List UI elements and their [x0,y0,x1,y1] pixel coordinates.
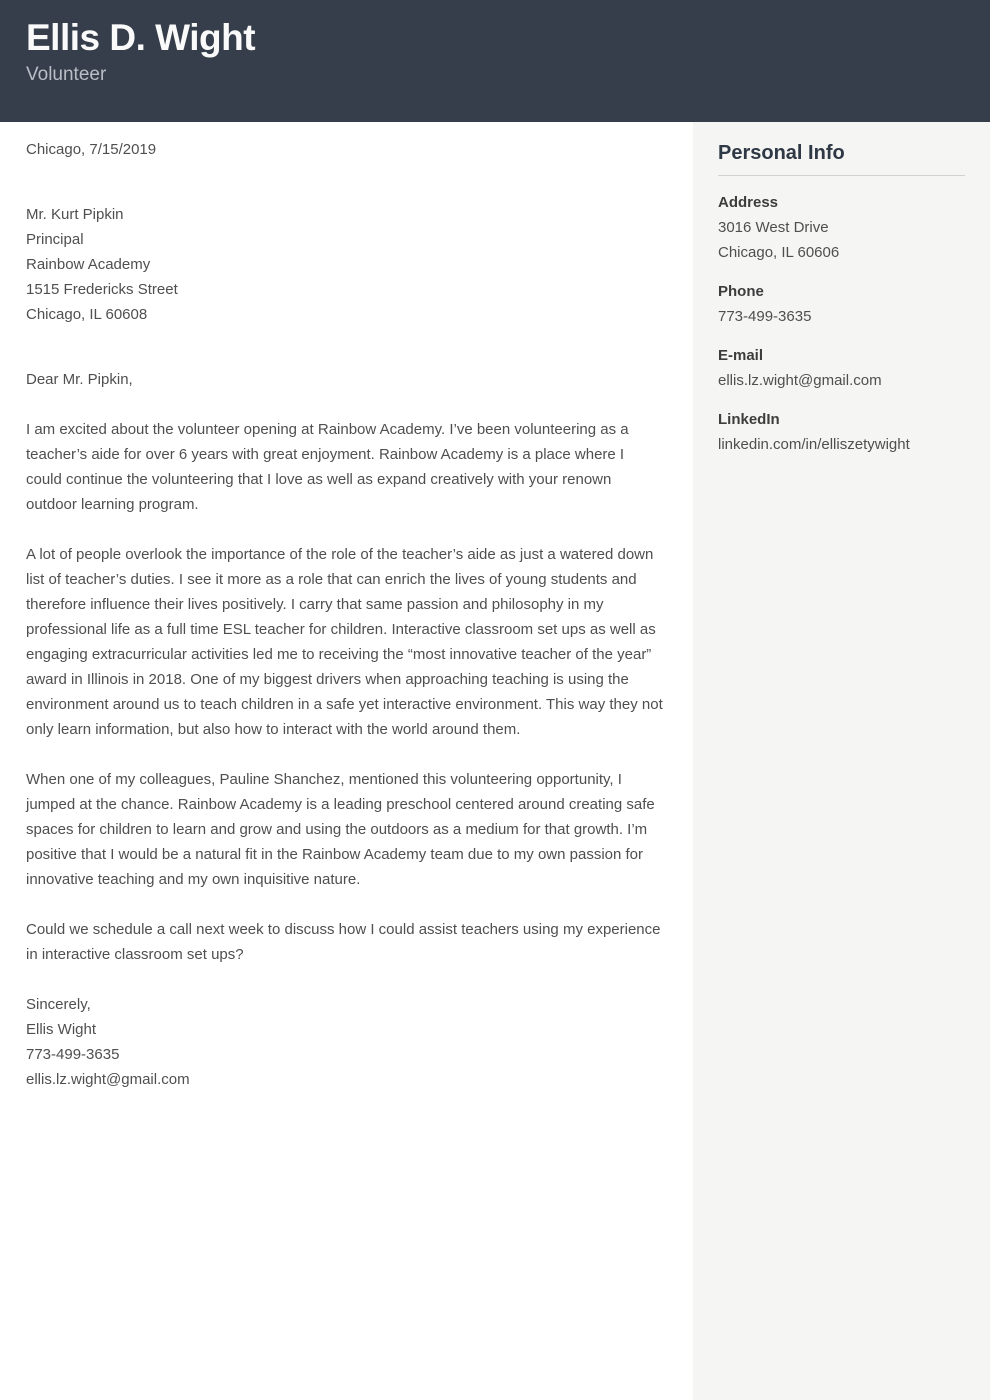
linkedin-label: LinkedIn [718,411,780,428]
section-linkedin [718,407,965,457]
letter-paragraph: When one of my colleagues, Pauline Shanchez, mentioned this volunteering opportunity, I jumped at the chance. Rainbow Academy is a leading preschool centered around creating safe spaces for children to learn and grow and using the outdoors as a medium for that growth. I’m positive that I would be a natural fit in the Rainbow Academy team due to my own passion for innovative teaching and my own inquisitive nature. [26,771,655,888]
content-area [0,122,990,1400]
closing-line: ellis.lz.wight@gmail.com [26,1071,190,1088]
section-address [718,190,965,265]
email-value: ellis.lz.wight@gmail.com [718,372,882,389]
letter-paragraph: I am excited about the volunteer opening at Rainbow Academy. I’ve been volunteering as a teacher’s aide for over 6 years with great enjoyment. Rainbow Academy is a place where I could continue the volunteering that I love as well as expand creatively with your renown outdoor learning program. [26,421,629,513]
candidate-name: Ellis D. Wight [26,17,256,58]
candidate-title: Volunteer [26,64,107,85]
letter-paragraph: A lot of people overlook the importance of the role of the teacher’s aide as just a watered down list of teacher’s duties. I see it more as a role that can enrich the lives of young students and therefore influence their lives positively. I carry that same passion and philosophy in my professional life as a full time ESL teacher for children. Interactive classroom set ups as well as engaging extracurricular activities led me to receiving the “most innovative teacher of the year” award in Illinois in 2018. One of my biggest drivers when approaching teaching is using the environment around us to teach children in a safe yet interactive environment. This way they not only learn information, but also how to interact with the world around them. [26,546,663,738]
recipient-line: Principal [26,231,84,248]
document-header [0,0,990,122]
closing-line: Sincerely, [26,996,91,1013]
closing-line: 773-499-3635 [26,1046,120,1063]
section-phone [718,279,965,329]
linkedin-value: linkedin.com/in/elliszetywight [718,436,910,453]
letter-date: Chicago, 7/15/2019 [26,141,157,158]
email-label: E-mail [718,347,764,364]
closing-block [26,992,663,1092]
address-label: Address [718,194,779,211]
recipient-line: Chicago, IL 60608 [26,306,148,323]
closing-line: Ellis Wight [26,1021,97,1038]
recipient-line: Mr. Kurt Pipkin [26,206,124,223]
address-line: 3016 West Drive [718,219,829,236]
personal-info-panel [693,122,990,1400]
cover-letter-body [0,122,693,1400]
address-line: Chicago, IL 60606 [718,244,840,261]
recipient-block [26,202,663,327]
section-email [718,343,965,393]
personal-info-heading: Personal Info [718,142,965,176]
phone-label: Phone [718,283,764,300]
salutation: Dear Mr. Pipkin, [26,371,133,388]
recipient-line: 1515 Fredericks Street [26,281,178,298]
recipient-line: Rainbow Academy [26,256,151,273]
phone-value: 773-499-3635 [718,308,812,325]
letter-paragraph: Could we schedule a call next week to discuss how I could assist teachers using my experience in interactive classroom set ups? [26,921,661,963]
